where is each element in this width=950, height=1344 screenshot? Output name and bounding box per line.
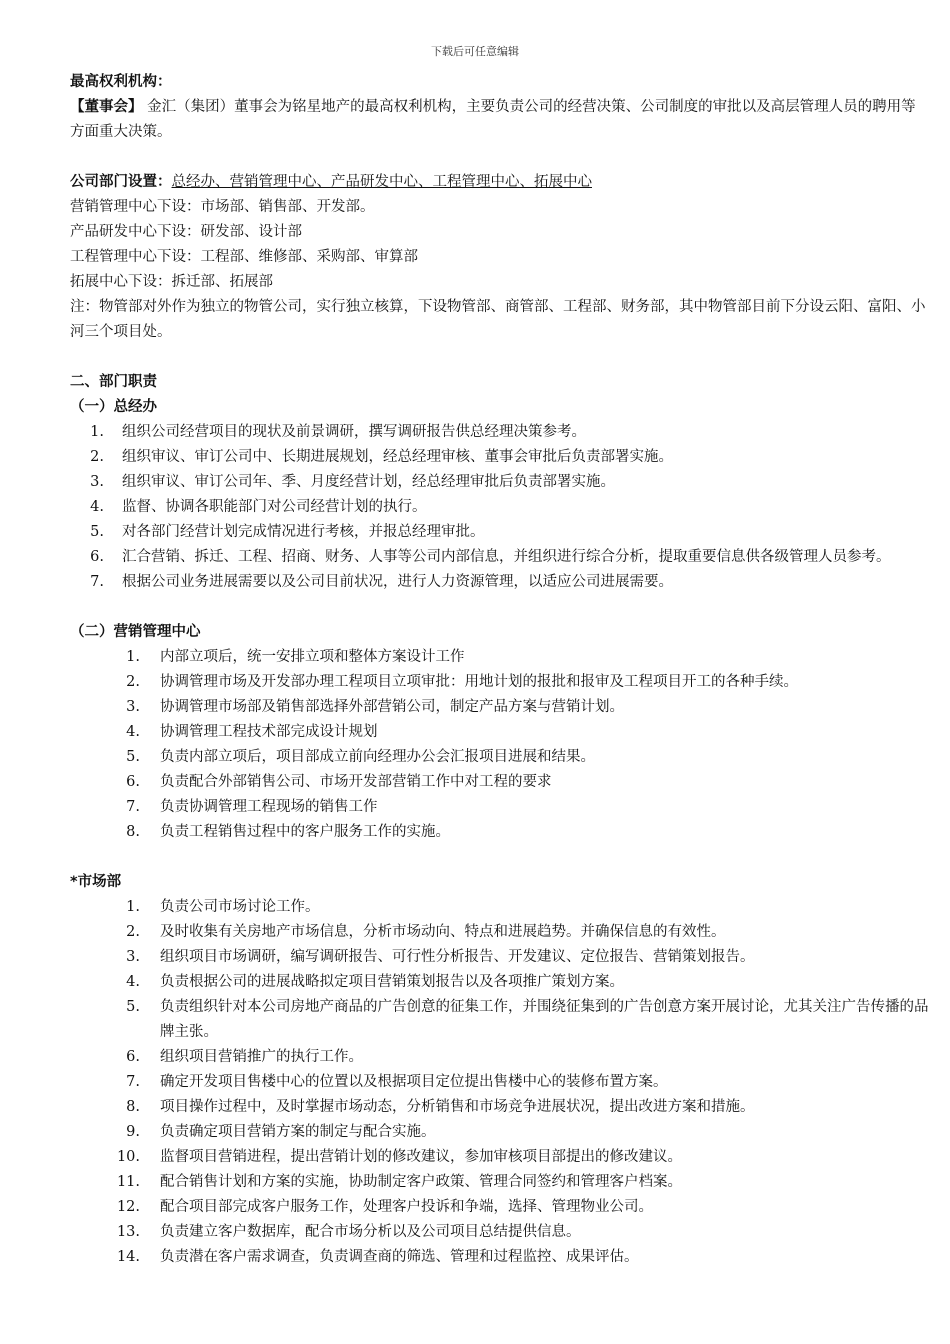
board-text: 金汇（集团）董事会为铭星地产的最高权利机构，主要负责公司的经营决策、公司制度的审批以及高层管理人员的聘用等方面重大决策。 — [70, 99, 916, 140]
list-item: 6. 汇合营销、拆迁、工程、招商、财务、人事等公司内部信息，并组织进行综合分析，提取重要信息供各级管理人员参考。 — [90, 549, 891, 565]
list-item: 5. 负责内部立项后，项目部成立前向经理办公会汇报项目进展和结果。 — [126, 749, 595, 765]
dept-line: 拓展中心下设：拆迁部、拓展部 — [70, 274, 273, 290]
list-item: 7. 负责协调管理工程现场的销售工作 — [126, 799, 378, 815]
market-dept-list — [70, 895, 930, 1270]
list-item: 1. 负责公司市场讨论工作。 — [126, 899, 320, 915]
departments-heading: 公司部门设置： — [70, 174, 172, 190]
dept-line: 产品研发中心下设：研发部、设计部 — [70, 224, 302, 240]
board-paragraph — [70, 95, 930, 145]
list-item: 6. 负责配合外部销售公司、市场开发部营销工作中对工程的要求 — [126, 774, 552, 790]
list-item: 10. 监督项目营销进程，提出营销计划的修改建议，参加审核项目部提出的修改建议。 — [116, 1149, 682, 1165]
list-item: 13. 负责建立客户数据库，配合市场分析以及公司项目总结提供信息。 — [116, 1224, 581, 1240]
board-label: 【董事会】 — [70, 99, 143, 115]
list-item: 8. 项目操作过程中，及时掌握市场动态，分析销售和市场竞争进展状况，提出改进方案和措施。 — [126, 1099, 755, 1115]
list-item: 2. 协调管理市场及开发部办理工程项目立项审批：用地计划的报批和报审及工程项目开工的各种手续。 — [126, 674, 798, 690]
gm-office-heading: （一）总经办 — [70, 399, 157, 415]
list-item: 7. 确定开发项目售楼中心的位置以及根据项目定位提出售楼中心的装修布置方案。 — [126, 1074, 668, 1090]
dept-note: 注：物管部对外作为独立的物管公司，实行独立核算，下设物管部、商管部、工程部、财务部，其中物管部目前下分设云阳、富阳、小河三个项目处。 — [70, 299, 926, 340]
list-item: 5. 对各部门经营计划完成情况进行考核，并报总经理审批。 — [90, 524, 485, 540]
document-body — [70, 70, 930, 1270]
authority-heading: 最高权利机构： — [70, 74, 172, 90]
list-item: 6. 组织项目营销推广的执行工作。 — [126, 1049, 363, 1065]
list-item: 2. 组织审议、审订公司中、长期进展规划，经总经理审核、董事会审批后负责部署实施。 — [90, 449, 673, 465]
marketing-center-list — [70, 645, 930, 845]
list-item: 14. 负责潜在客户需求调查，负责调查商的筛选、管理和过程监控、成果评估。 — [116, 1249, 639, 1265]
section2-heading: 二、部门职责 — [70, 374, 157, 390]
gm-office-list — [70, 420, 930, 595]
list-item: 5. 负责组织针对本公司房地产商品的广告创意的征集工作，并围绕征集到的广告创意方案开展讨论，尤其关注广告传播的品牌主张。 — [126, 999, 929, 1040]
list-item: 1. 组织公司经营项目的现状及前景调研，撰写调研报告供总经理决策参考。 — [90, 424, 586, 440]
list-item: 7. 根据公司业务进展需要以及公司目前状况，进行人力资源管理，以适应公司进展需要。 — [90, 574, 673, 590]
list-item: 3. 组织审议、审订公司年、季、月度经营计划，经总经理审批后负责部署实施。 — [90, 474, 615, 490]
departments-setup — [70, 170, 930, 195]
page-header: 下载后可任意编辑 — [431, 45, 519, 58]
list-item: 4. 协调管理工程技术部完成设计规划 — [126, 724, 378, 740]
list-item: 3. 协调管理市场部及销售部选择外部营销公司，制定产品方案与营销计划。 — [126, 699, 624, 715]
list-item: 11. 配合销售计划和方案的实施，协助制定客户政策、管理合同签约和管理客户档案。 — [116, 1174, 682, 1190]
list-item: 9. 负责确定项目营销方案的制定与配合实施。 — [126, 1124, 436, 1140]
list-item: 1. 内部立项后，统一安排立项和整体方案设计工作 — [126, 649, 465, 665]
marketing-center-heading: （二）营销管理中心 — [70, 624, 201, 640]
departments-list: 总经办、营销管理中心、产品研发中心、工程管理中心、拓展中心 — [171, 174, 592, 190]
list-item: 8. 负责工程销售过程中的客户服务工作的实施。 — [126, 824, 450, 840]
market-dept-heading: *市场部 — [70, 874, 122, 890]
list-item: 12. 配合项目部完成客户服务工作，处理客户投诉和争端，选择、管理物业公司。 — [116, 1199, 653, 1215]
list-item: 3. 组织项目市场调研，编写调研报告、可行性分析报告、开发建议、定位报告、营销策划报告。 — [126, 949, 755, 965]
dept-line: 工程管理中心下设：工程部、维修部、采购部、审算部 — [70, 249, 418, 265]
list-item: 4. 负责根据公司的进展战略拟定项目营销策划报告以及各项推广策划方案。 — [126, 974, 624, 990]
list-item: 4. 监督、协调各职能部门对公司经营计划的执行。 — [90, 499, 427, 515]
dept-line: 营销管理中心下设：市场部、销售部、开发部。 — [70, 199, 375, 215]
list-item: 2. 及时收集有关房地产市场信息，分析市场动向、特点和进展趋势。并确保信息的有效性。 — [126, 924, 726, 940]
